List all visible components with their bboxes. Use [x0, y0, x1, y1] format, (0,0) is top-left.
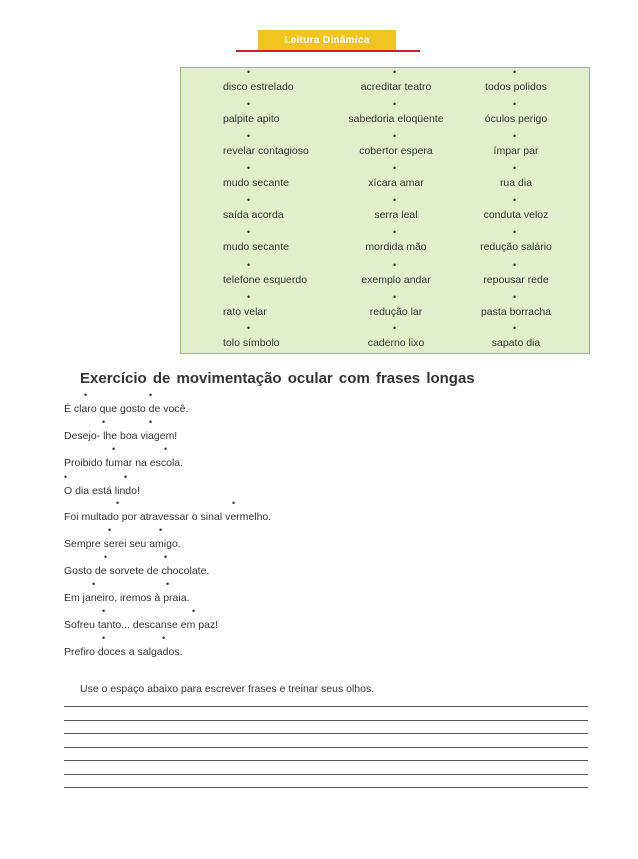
fixation-dot: •	[393, 99, 397, 109]
fixation-dot: •	[112, 444, 116, 454]
word-pair-text: tolo símbolo	[223, 337, 280, 349]
word-pair	[331, 100, 461, 132]
fixation-dot: •	[192, 606, 196, 616]
fixation-dot: •	[247, 260, 251, 270]
word-pair-text: xícara amar	[368, 177, 424, 189]
fixation-dot: •	[104, 552, 108, 562]
word-pair	[456, 293, 586, 325]
word-pair	[331, 68, 461, 100]
word-pair-text: caderno lixo	[367, 337, 425, 349]
fixation-dot: •	[162, 633, 166, 643]
writing-line[interactable]	[64, 760, 588, 761]
fixation-dot: •	[393, 67, 397, 77]
word-pair	[331, 293, 461, 325]
fixation-dot: •	[513, 131, 517, 141]
writing-line[interactable]	[64, 733, 588, 734]
word-pair-text: todos polidos	[485, 81, 547, 93]
word-row	[181, 100, 589, 132]
fixation-dot: •	[247, 131, 251, 141]
word-pair-text: saída acorda	[223, 209, 284, 221]
word-pair	[456, 261, 586, 293]
word-row	[181, 164, 589, 196]
fixation-dot: •	[393, 323, 397, 333]
word-pair	[456, 68, 586, 100]
word-pair	[456, 196, 586, 228]
fixation-dot: •	[513, 67, 517, 77]
writing-instruction: Use o espaço abaixo para escrever frases e treinar seus olhos.	[80, 683, 375, 695]
word-pair-text: palpite apito	[223, 113, 280, 125]
word-pair-text: redução salário	[480, 241, 552, 253]
word-pair	[456, 100, 586, 132]
fixation-dot: •	[393, 131, 397, 141]
fixation-dot: •	[166, 579, 170, 589]
word-pair-text: sapato dia	[491, 337, 541, 349]
fixation-dot: •	[232, 498, 236, 508]
word-pair-text: sabedoria eloqüente	[348, 113, 444, 125]
word-pair-text: mordida mão	[365, 241, 427, 253]
fixation-dot: •	[247, 163, 251, 173]
fixation-dot: •	[393, 260, 397, 270]
sentence-text: Gosto de sorvete de chocolate.	[64, 565, 210, 577]
word-pair-text: cobertor espera	[359, 145, 433, 157]
fixation-dot: •	[64, 472, 68, 482]
sentence-text: Sofreu tanto... descanse em paz!	[64, 619, 219, 631]
fixation-dot: •	[149, 390, 153, 400]
fixation-dot: •	[513, 227, 517, 237]
fixation-dot: •	[247, 292, 251, 302]
fixation-dot: •	[92, 579, 96, 589]
word-pair-text: mudo secante	[223, 241, 289, 253]
word-pair	[331, 261, 461, 293]
word-pair-text: redução lar	[369, 306, 423, 318]
word-pair	[331, 228, 461, 260]
fixation-dot: •	[159, 525, 163, 535]
word-pair-text: serra leal	[374, 209, 418, 221]
fixation-dot: •	[102, 606, 106, 616]
word-pair-text: disco estrelado	[223, 81, 294, 93]
sentence-text: Em janeiro, iremos à praia.	[64, 592, 190, 604]
fixation-dot: •	[393, 195, 397, 205]
word-pair	[456, 324, 586, 356]
fixation-dot: •	[149, 417, 153, 427]
practice-sentence	[64, 553, 464, 579]
writing-line[interactable]	[64, 706, 588, 707]
word-pair-text: acreditar teatro	[360, 81, 432, 93]
word-row	[181, 324, 589, 356]
fixation-dot: •	[247, 67, 251, 77]
word-pair-text: óculos perigo	[484, 113, 548, 125]
fixation-dot: •	[513, 99, 517, 109]
fixation-dot: •	[247, 227, 251, 237]
fixation-dot: •	[102, 633, 106, 643]
sentence-text: O dia está lindo!	[64, 485, 140, 497]
word-pair-text: exemplo andar	[361, 274, 431, 286]
word-pair	[456, 228, 586, 260]
word-pair	[456, 132, 586, 164]
section-banner: Leitura Dinâmica	[258, 30, 396, 51]
fixation-dot: •	[108, 525, 112, 535]
word-pair-text: conduta veloz	[483, 209, 549, 221]
sentence-text: Desejo- lhe boa viagem!	[64, 430, 178, 442]
sentence-text: Foi multado por atravessar o sinal vermelho.	[64, 511, 272, 523]
word-row	[181, 228, 589, 260]
practice-sentence	[64, 391, 464, 417]
word-row	[181, 293, 589, 325]
practice-sentence	[64, 580, 464, 606]
word-row	[181, 196, 589, 228]
fixation-dot: •	[393, 227, 397, 237]
fixation-dot: •	[116, 498, 120, 508]
word-pair-grid	[180, 67, 590, 354]
word-pair	[331, 324, 461, 356]
exercise-title: Exercício de movimentação ocular com frases longas	[80, 370, 475, 387]
practice-sentence	[64, 473, 464, 499]
sentence-text: Proibido fumar na escola.	[64, 457, 184, 469]
writing-line[interactable]	[64, 720, 588, 721]
banner-underline	[236, 50, 420, 52]
sentence-text: Prefiro doces a salgados.	[64, 646, 183, 658]
fixation-dot: •	[124, 472, 128, 482]
fixation-dot: •	[513, 323, 517, 333]
word-pair-text: repousar rede	[483, 274, 549, 286]
practice-sentence	[64, 634, 464, 660]
word-row	[181, 261, 589, 293]
writing-line[interactable]	[64, 774, 588, 775]
word-pair-text: telefone esquerdo	[223, 274, 308, 286]
fixation-dot: •	[393, 163, 397, 173]
writing-line[interactable]	[64, 747, 588, 748]
word-pair	[456, 164, 586, 196]
writing-line[interactable]	[64, 787, 588, 788]
fixation-dot: •	[84, 390, 88, 400]
word-pair-text: rato velar	[223, 306, 267, 318]
fixation-dot: •	[247, 99, 251, 109]
word-pair-text: mudo secante	[223, 177, 289, 189]
word-pair-text: revelar contagioso	[223, 145, 309, 157]
fixation-dot: •	[247, 195, 251, 205]
fixation-dot: •	[164, 552, 168, 562]
word-pair	[331, 164, 461, 196]
fixation-dot: •	[102, 417, 106, 427]
word-row	[181, 68, 589, 100]
word-pair	[331, 196, 461, 228]
fixation-dot: •	[513, 163, 517, 173]
sentence-text: É claro que gosto de você.	[64, 403, 189, 415]
fixation-dot: •	[164, 444, 168, 454]
practice-sentence	[64, 418, 464, 444]
fixation-dot: •	[513, 260, 517, 270]
fixation-dot: •	[513, 195, 517, 205]
practice-sentence	[64, 445, 464, 471]
word-row	[181, 132, 589, 164]
sentence-text: Sempre serei seu amigo.	[64, 538, 181, 550]
practice-sentence	[64, 526, 464, 552]
word-pair	[331, 132, 461, 164]
practice-sentence	[64, 499, 464, 525]
word-pair-text: pasta borracha	[480, 306, 552, 318]
word-pair-text: ímpar par	[493, 145, 539, 157]
practice-sentence	[64, 607, 464, 633]
word-pair-text: rua dia	[499, 177, 533, 189]
fixation-dot: •	[393, 292, 397, 302]
fixation-dot: •	[247, 323, 251, 333]
fixation-dot: •	[513, 292, 517, 302]
